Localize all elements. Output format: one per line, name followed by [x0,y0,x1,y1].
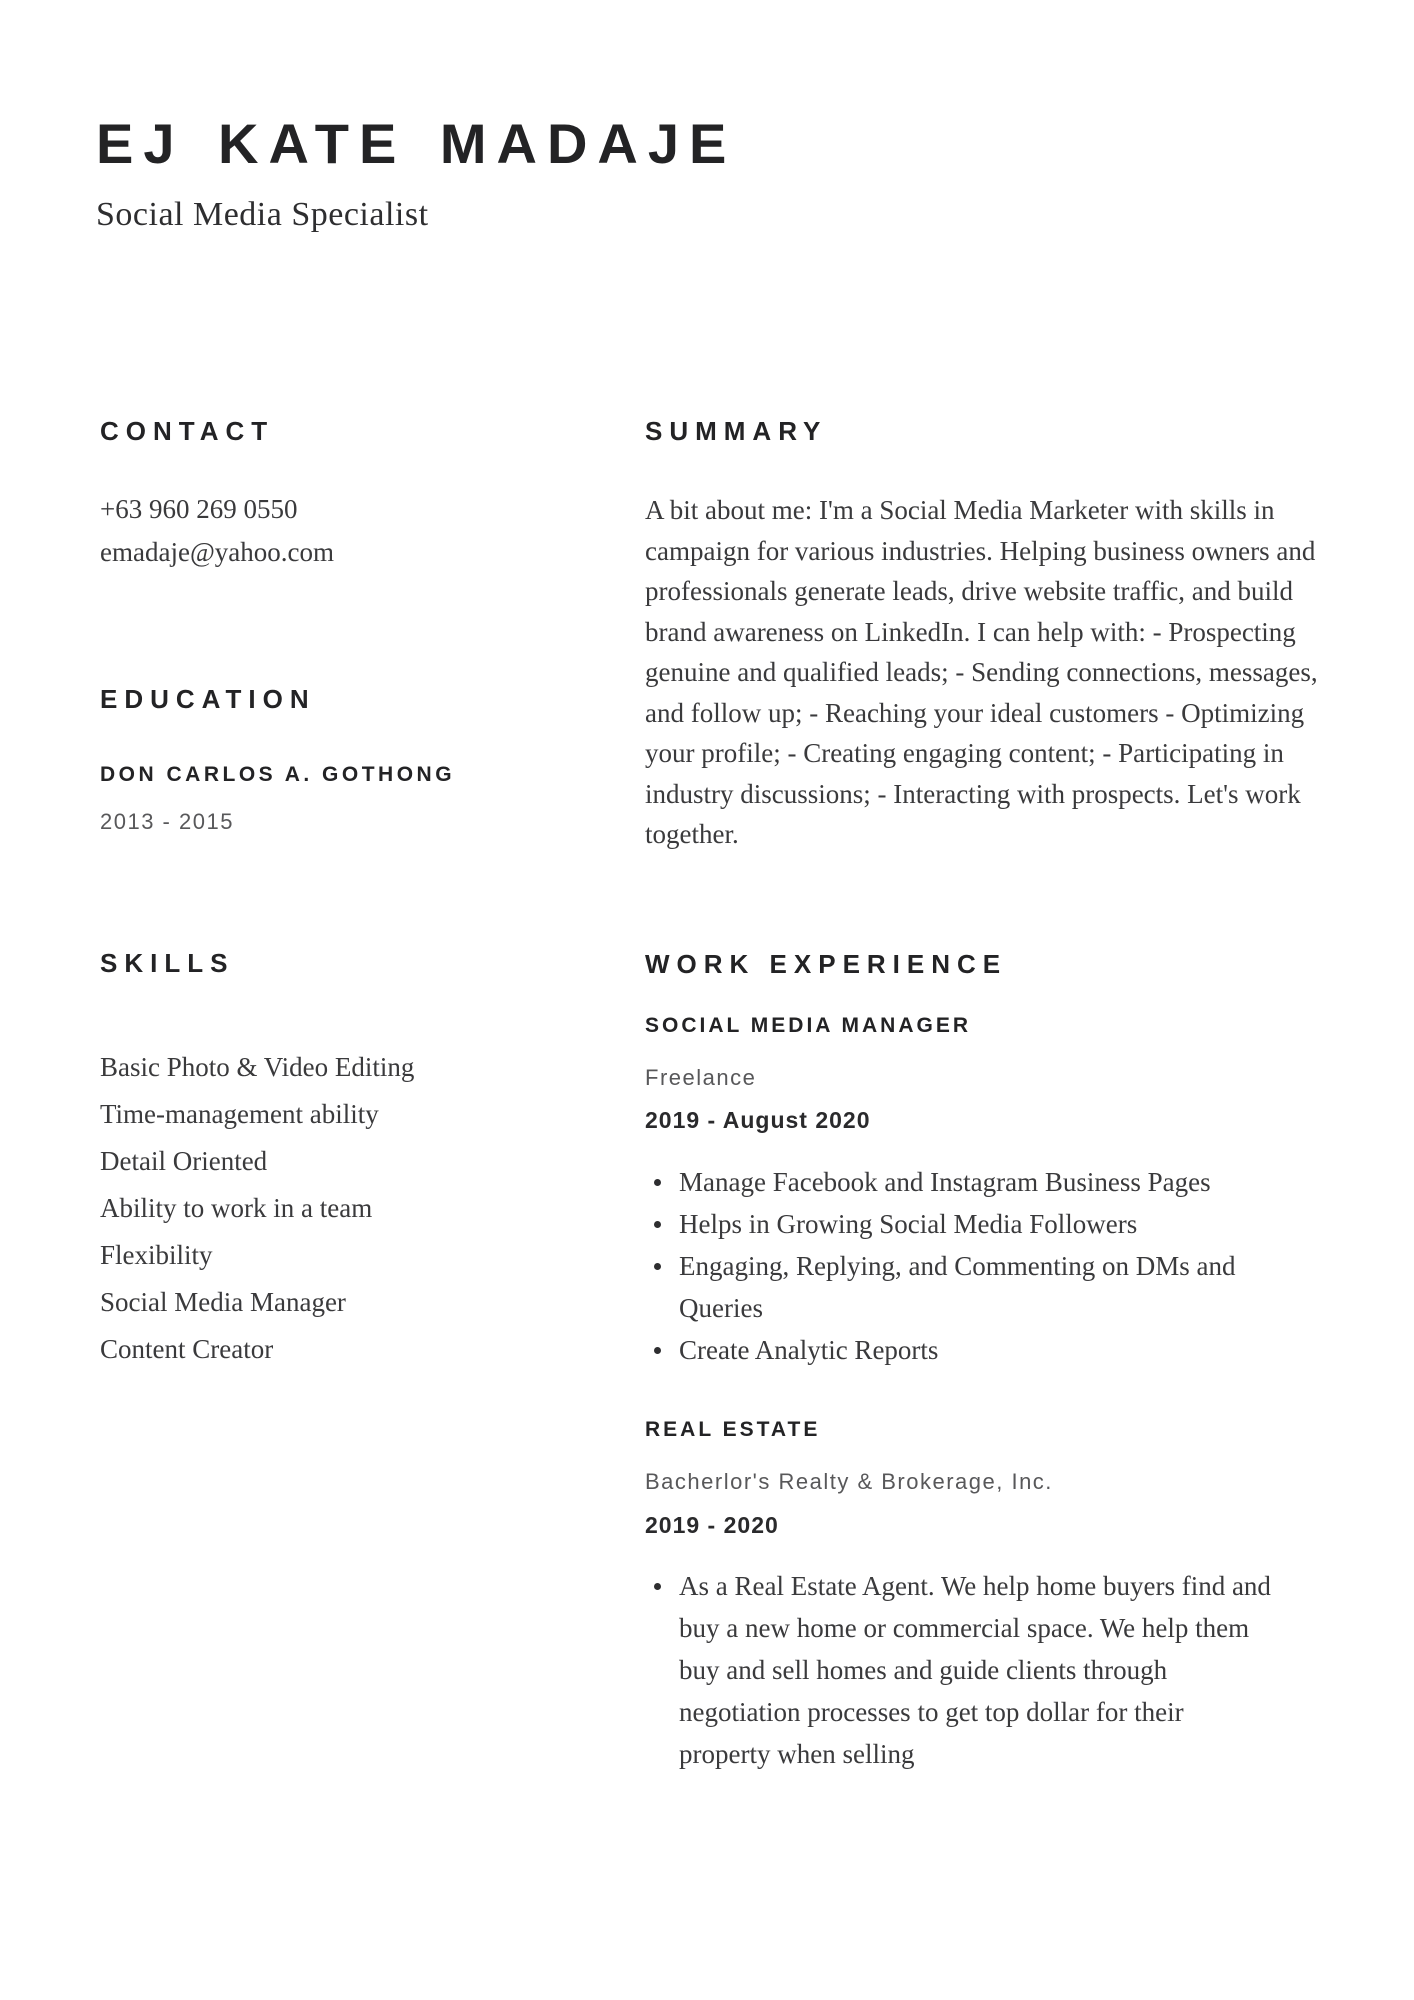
summary-section [645,418,1335,855]
work-experience-heading: WORK EXPERIENCE [645,948,1008,979]
skills-list [100,1044,480,1373]
resume-header [96,112,737,234]
job-title: REAL ESTATE [645,1417,821,1441]
skill-item: Basic Photo & Video Editing [100,1051,415,1082]
education-dates: 2013 - 2015 [100,809,234,835]
job-bullets [645,1565,1275,1775]
right-column [645,418,1335,1775]
skill-item: Ability to work in a team [100,1192,373,1223]
contact-email: emadaje@yahoo.com [100,537,335,567]
job-bullet: Helps in Growing Social Media Followers [645,1203,1275,1245]
skill-item: Detail Oriented [100,1145,268,1176]
contact-lines [100,488,480,574]
person-title: Social Media Specialist [96,196,429,233]
skill-item: Time-management ability [100,1098,379,1129]
job-dates: 2019 - 2020 [645,1511,779,1538]
skills-heading: SKILLS [100,947,235,978]
education-section [100,686,480,837]
summary-heading: SUMMARY [645,416,828,446]
skill-item: Social Media Manager [100,1286,346,1317]
skill-item: Content Creator [100,1333,274,1364]
job-title: SOCIAL MEDIA MANAGER [645,1013,972,1037]
education-heading: EDUCATION [100,684,316,714]
job-entry [645,1417,1335,1775]
work-experience-section [645,948,1335,1776]
skills-section [100,947,480,1373]
job-bullet: Manage Facebook and Instagram Business Pages [645,1161,1275,1203]
resume-body [100,418,1335,1775]
job-dates: 2019 - August 2020 [645,1107,871,1134]
education-school: DON CARLOS A. GOTHONG [100,763,456,786]
job-bullets [645,1161,1275,1371]
contact-section [100,418,480,574]
skill-item: Flexibility [100,1239,213,1270]
left-column [100,418,480,1373]
person-name: EJ KATE MADAJE [96,112,737,175]
job-company: Bacherlor's Realty & Brokerage, Inc. [645,1469,1053,1495]
contact-phone: +63 960 269 0550 [100,494,298,524]
job-bullet: Create Analytic Reports [645,1329,1275,1371]
job-company: Freelance [645,1064,757,1090]
job-bullet: Engaging, Replying, and Commenting on DMs and Queries [645,1245,1275,1329]
contact-heading: CONTACT [100,416,275,446]
summary-text: A bit about me: I'm a Social Media Marketer with skills in campaign for various industries. Helping business owners and professionals generate leads, drive website traffic, and build brand awareness on LinkedIn. I can help with: - Prospecting genuine and qualified leads; - Sending connections, messages, and follow up; - Reaching your ideal customers - Optimizing your profile; - Creating engaging content; - Participating in industry discussions; - Interacting with prospects. Let's work together. [645,495,1318,849]
job-bullet: As a Real Estate Agent. We help home buyers find and buy a new home or commercial space. We help them buy and sell homes and guide clients through negotiation processes to get top dollar for their property when selling [645,1565,1275,1775]
job-entry [645,1013,1335,1371]
